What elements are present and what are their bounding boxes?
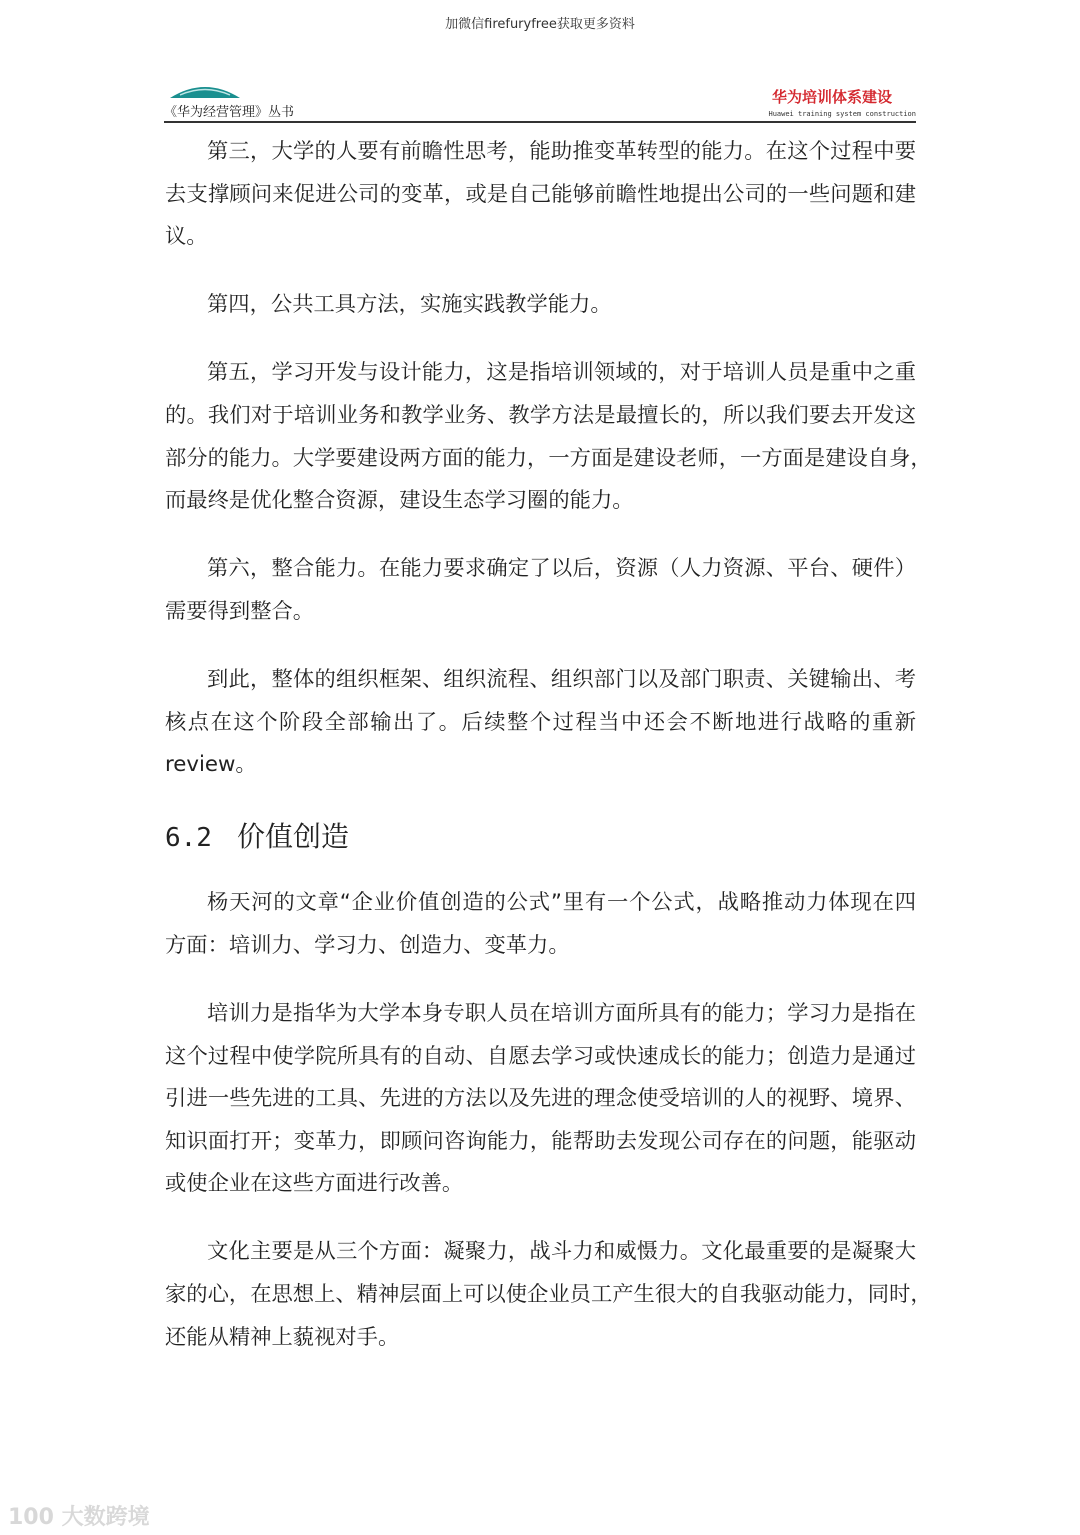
text-line: 第五，学习开发与设计能力，这是指培训领域的，对于培训人员是重中之重 xyxy=(207,360,916,386)
header-divider xyxy=(164,121,916,123)
text-line: 核点在这个阶段全部输出了。后续整个过程当中还会不断地进行战略的重新 xyxy=(165,709,916,735)
text-line: 这个过程中使学院所具有的自动、自愿去学习或快速成长的能力；创造力是通过 xyxy=(165,1043,916,1069)
text-line: 的。我们对于培训业务和教学业务、教学方法是最擅长的，所以我们要去开发这 xyxy=(165,402,916,428)
text-line: 部分的能力。大学要建设两方面的能力，一方面是建设老师，一方面是建设自身， xyxy=(165,445,932,471)
watermark xyxy=(8,1500,150,1531)
page-body xyxy=(165,131,932,1385)
section-number: 6.2 xyxy=(165,823,212,854)
section-title: 价值创造 xyxy=(237,820,350,854)
paragraphs-before xyxy=(165,131,932,787)
paragraph xyxy=(165,882,916,967)
paragraph xyxy=(165,659,916,787)
watermark-logo: 100 xyxy=(8,1505,54,1530)
paragraph xyxy=(165,1231,932,1359)
text-line: 文化主要是从三个方面：凝聚力，战斗力和威慑力。文化最重要的是凝聚大 xyxy=(207,1239,916,1265)
text-line: 而最终是优化整合资源，建设生态学习圈的能力。 xyxy=(165,488,634,514)
paragraph xyxy=(165,284,916,327)
text-line: 杨天河的文章“企业价值创造的公式”里有一个公式，战略推动力体现在四 xyxy=(207,890,916,916)
top-note: 加微信firefuryfree获取更多资料 xyxy=(445,17,635,32)
text-line: 方面：培训力、学习力、创造力、变革力。 xyxy=(165,932,570,958)
text-line: 去支撑顾问来促进公司的变革，或是自己能够前瞻性地提出公司的一些问题和建 xyxy=(165,181,916,207)
paragraph xyxy=(165,548,916,633)
text-line: 需要得到整合。 xyxy=(165,598,315,624)
text-line: 培训力是指华为大学本身专职人员在培训方面所具有的能力；学习力是指在 xyxy=(207,1000,916,1026)
book-series-title: 《华为经营管理》丛书 xyxy=(164,105,295,120)
paragraph xyxy=(165,993,916,1206)
text-line: 引进一些先进的工具、先进的方法以及先进的理念使受培训的人的视野、境界、 xyxy=(165,1086,916,1112)
text-line: 第四，公共工具方法，实施实践教学能力。 xyxy=(207,292,612,318)
text-line: 议。 xyxy=(165,224,208,250)
watermark-text: 大数跨境 xyxy=(61,1505,150,1530)
text-line: 家的心，在思想上、精神层面上可以使企业员工产生很大的自我驱动能力，同时， xyxy=(165,1281,932,1307)
brand-subtitle: Huawei training system construction xyxy=(768,110,916,118)
paragraph xyxy=(165,352,932,522)
text-line: 知识面打开；变革力，即顾问咨询能力，能帮助去发现公司存在的问题，能驱动 xyxy=(165,1128,916,1154)
text-line: 或使企业在这些方面进行改善。 xyxy=(165,1171,464,1197)
text-line: 到此，整体的组织框架、组织流程、组织部门以及部门职责、关键输出、考 xyxy=(207,666,916,692)
paragraph xyxy=(165,131,916,259)
paragraphs-after xyxy=(165,882,932,1359)
text-line: review。 xyxy=(165,752,257,778)
text-line: 第三，大学的人要有前瞻性思考，能助推变革转型的能力。在这个过程中要 xyxy=(207,139,916,164)
brand-title: 华为培训体系建设 xyxy=(771,88,892,106)
section-heading xyxy=(165,812,916,862)
text-line: 还能从精神上藐视对手。 xyxy=(165,1324,400,1350)
mountain-logo-icon xyxy=(170,80,240,100)
text-line: 第六，整合能力。在能力要求确定了以后，资源（人力资源、平台、硬件） xyxy=(207,556,916,582)
